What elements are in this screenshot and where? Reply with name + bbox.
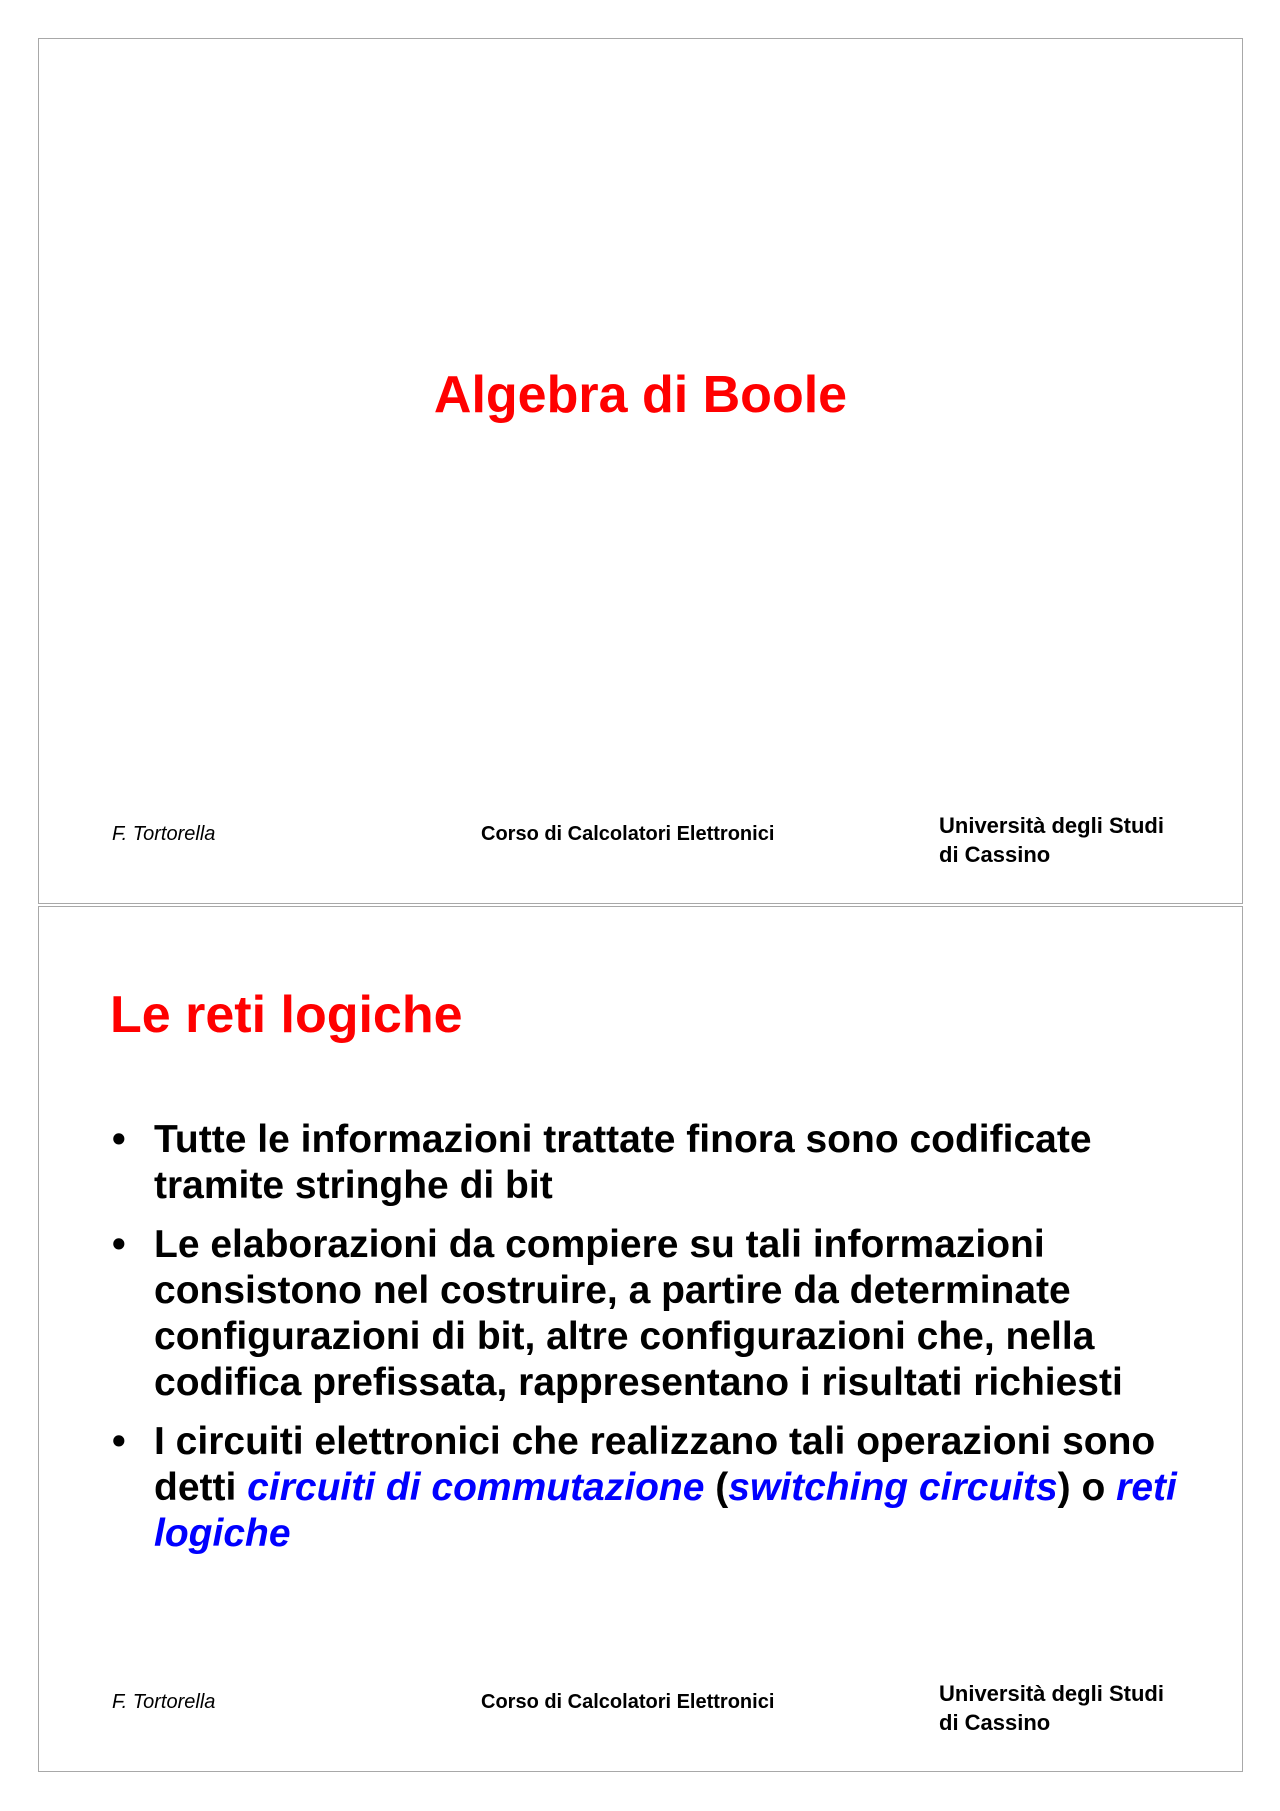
bullet-item — [112, 1419, 1222, 1557]
slide-1-footer-author: F. Tortorella — [112, 823, 216, 845]
bullet-item — [112, 1222, 1222, 1406]
slide-1-title: Algebra di Boole — [433, 366, 848, 424]
slide-1-footer-university-line1: Università degli Studi — [939, 813, 1164, 838]
bullet-marker: • — [112, 1118, 126, 1161]
highlight-term-reti-logiche: reti logiche — [154, 1466, 1177, 1555]
slide-2-footer-university-line1: Università degli Studi — [939, 1681, 1164, 1706]
slide-2-title: Le reti logiche — [110, 986, 463, 1044]
slide-2-footer-university-line2: di Cassino — [939, 1710, 1051, 1735]
highlight-term-switching-circuits: switching circuits — [728, 1466, 1058, 1509]
bullet-text: Tutte le informazioni trattate finora sono codificate tramite stringhe di bit — [154, 1118, 1092, 1207]
slide-2 — [38, 906, 1243, 1772]
bullet-text: Le elaborazioni da compiere su tali informazioni consistono nel costruire, a partire da determinate configurazioni di bit, altre configurazioni che, nella codifica prefissata, rappresentano i risultati richiesti — [154, 1223, 1123, 1404]
bullet-marker: • — [112, 1223, 126, 1266]
slide-1 — [38, 38, 1243, 904]
bullet-text-part3: ) o — [1057, 1466, 1117, 1509]
slide-1-footer-university — [939, 811, 1164, 869]
bullet-item — [112, 1117, 1222, 1209]
slide-2-footer-course: Corso di Calcolatori Elettronici — [481, 1691, 775, 1713]
slide-2-footer-university — [939, 1679, 1164, 1737]
slide-2-footer-author: F. Tortorella — [112, 1691, 216, 1713]
slide-2-bullet-list — [112, 1117, 1222, 1570]
bullet-text-part1: I circuiti elettronici che realizzano tali operazioni sono detti — [154, 1420, 1156, 1509]
slide-1-footer-university-line2: di Cassino — [939, 842, 1051, 867]
highlight-term-circuiti-di-commutazione: circuiti di commutazione — [247, 1466, 705, 1509]
bullet-text-part2: ( — [704, 1466, 729, 1509]
slide-1-footer-course: Corso di Calcolatori Elettronici — [481, 823, 775, 845]
bullet-marker: • — [112, 1420, 126, 1463]
